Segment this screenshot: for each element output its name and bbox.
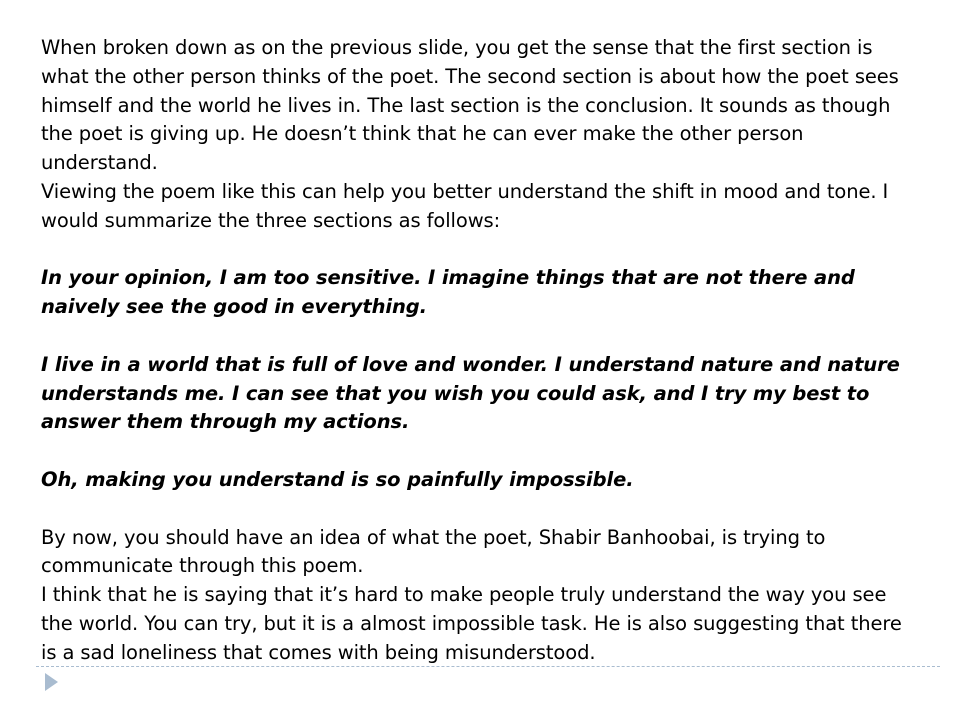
spacer	[41, 322, 921, 351]
triangle-bullet-icon	[45, 673, 58, 691]
slide-body	[41, 34, 921, 668]
conclusion-paragraph: I think that he is saying that it’s hard to make people truly understand the way you see the world. You can try, but it is a almost impossible task. He is also suggesting that there is a sad loneliness that comes with being misunderstood.	[41, 583, 902, 664]
spacer	[41, 236, 921, 265]
by-now-paragraph: By now, you should have an idea of what the poet, Shabir Banhoobai, is trying to communicate through this poem.	[41, 525, 826, 578]
viewing-paragraph: Viewing the poem like this can help you better understand the shift in mood and tone. I would summarize the three sections as follows:	[41, 179, 889, 232]
footer-divider	[36, 666, 940, 667]
section-two-summary: I live in a world that is full of love and wonder. I understand nature and nature understands me. I can see that you wish you could ask, and I try my best to answer them through my actions.	[41, 352, 900, 434]
section-one-summary: In your opinion, I am too sensitive. I imagine things that are not there and naively see the good in everything.	[41, 266, 855, 319]
spacer	[41, 495, 921, 524]
intro-paragraph: When broken down as on the previous slide, you get the sense that the first section is what the other person thinks of the poet. The second section is about how the poet sees himself and the world he lives in. The last section is the conclusion. It sounds as though the poet is giving up. He doesn’t think that he can ever make the other person understand.	[41, 36, 899, 175]
spacer	[41, 437, 921, 466]
section-three-summary: Oh, making you understand is so painfully impossible.	[41, 467, 634, 491]
